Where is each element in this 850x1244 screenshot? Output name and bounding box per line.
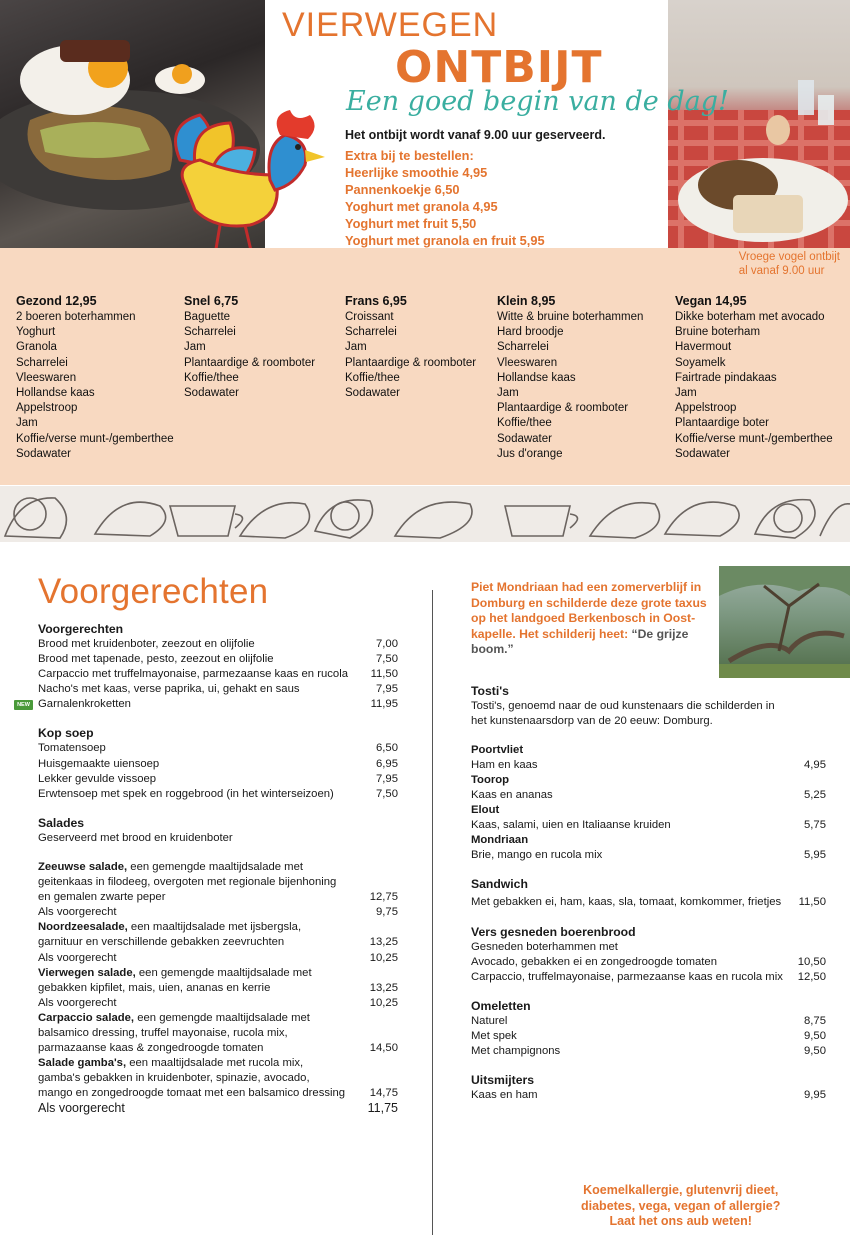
- mondriaan-text: Piet Mondriaan had een zomerverblijf in Domburg en schilderde deze grote taxus op het landgoed Berkenbosch in Oost-kapelle. Het schilderij heet:: [471, 580, 707, 641]
- salad-desc: een gemengde maaltijdsalade met: [134, 1011, 310, 1024]
- item-name: Carpaccio met truffelmayonaise, parmezaanse kaas en rucola: [38, 668, 348, 681]
- menu-row: [471, 1088, 826, 1103]
- item-price: 13,25: [369, 981, 398, 994]
- menu-item: Vleeswaren: [16, 371, 77, 384]
- starter-label: Als voorgerecht: [38, 906, 117, 919]
- allergy-line: Koemelkallergie, glutenvrij dieet,: [583, 1183, 779, 1197]
- salad-desc: een gemengde maaltijdsalade met: [127, 860, 304, 873]
- salad-name: Vierwegen salade,: [38, 966, 136, 979]
- allergy-line: diabetes, vega, vegan of allergie?: [581, 1198, 781, 1213]
- item-price: 5,75: [804, 819, 826, 832]
- menu-row: [38, 682, 398, 697]
- salad-line: [38, 920, 398, 935]
- salad-desc: een gemengde maaltijdsalade met: [135, 966, 312, 979]
- menu-item: Koffie/thee: [345, 371, 400, 384]
- item-name: Kaas en ham: [471, 1089, 538, 1102]
- early-bird-note: [739, 250, 840, 278]
- item-price: 7,50: [376, 787, 398, 800]
- brand-name: VIERWEGEN: [282, 6, 499, 44]
- section-title: Tosti's: [471, 683, 509, 698]
- menu-item: Sodawater: [497, 432, 552, 445]
- starters-heading: Voorgerechten: [38, 572, 269, 611]
- menu-item: Scharrelei: [184, 326, 236, 339]
- menu-item: Sodawater: [675, 447, 730, 460]
- item-price: 9,75: [376, 906, 398, 919]
- mondriaan-story: [471, 580, 711, 658]
- menu-row: [471, 970, 826, 985]
- extras-item: Pannenkoekje 6,50: [345, 182, 460, 197]
- salad-desc: mango en zongedroogde tomaat met een balsamico dressing: [38, 1087, 346, 1100]
- item-price: 13,25: [369, 936, 398, 949]
- menu-item: Hollandse kaas: [497, 371, 576, 384]
- breakfast-frans: [345, 294, 476, 401]
- item-name: Ham en kaas: [471, 758, 538, 771]
- menu-item: Sodawater: [184, 387, 239, 400]
- extras-item: Heerlijke smoothie 4,95: [345, 165, 488, 180]
- item-price: 7,00: [376, 638, 398, 650]
- early-bird-line: al vanaf 9.00 uur: [738, 265, 825, 277]
- item-name: Garnalenkroketten: [38, 698, 131, 711]
- menu-row: [471, 1029, 826, 1044]
- tostis-intro: Tosti's, genoemd naar de oud kunstenaars die schilderden in het kunstenaarsdorp van de 20 eeuw: Domburg.: [471, 699, 775, 727]
- item-price: 9,95: [804, 1089, 826, 1102]
- item-name: Lekker gevulde vissoep: [38, 772, 157, 785]
- menu-row: [38, 667, 398, 682]
- item-name: Huisgemaakte uiensoep: [38, 757, 160, 770]
- allergy-line: Laat het ons aub weten!: [609, 1214, 752, 1228]
- menu-row: [38, 905, 398, 920]
- extras-list: [345, 147, 545, 249]
- menu-item: Plantaardige & roomboter: [497, 402, 629, 415]
- menu-item: 2 boeren boterhammen: [16, 311, 136, 323]
- salad-name: Carpaccio salade,: [38, 1011, 135, 1024]
- item-name: Met gebakken ei, ham, kaas, sla, tomaat, komkommer, frietjes: [471, 896, 782, 909]
- early-bird-line: Vroege vogel ontbijt: [738, 251, 840, 263]
- item-price: 11,95: [370, 698, 398, 711]
- menu-row: [471, 848, 826, 863]
- menu-item: Soyamelk: [675, 356, 726, 369]
- breakfast-title: Klein 8,95: [497, 294, 556, 308]
- tosti-name: Toorop: [471, 773, 510, 786]
- salad-name: Noordzeesalade,: [38, 921, 128, 934]
- menu-item: Koffie/verse munt-/gemberthee: [16, 432, 174, 445]
- extras-item: Yoghurt met granola 4,95: [345, 199, 498, 214]
- salad-desc: en gemalen zwarte peper: [38, 891, 166, 904]
- menu-row: [38, 741, 398, 756]
- starter-label: Als voorgerecht: [38, 951, 117, 964]
- menu-item: Witte & bruine boterhammen: [497, 311, 644, 323]
- item-price: 4,95: [804, 758, 826, 771]
- menu-row: [38, 996, 398, 1011]
- item-price: 9,50: [804, 1045, 826, 1057]
- starter-label: Als voorgerecht: [38, 996, 117, 1009]
- menu-item: Jam: [345, 341, 367, 354]
- menu-row: [38, 1041, 398, 1056]
- item-price: 6,50: [376, 742, 398, 755]
- item-name: Kaas en ananas: [471, 788, 553, 801]
- menu-row: [38, 935, 398, 950]
- bread-intro: Gesneden boterhammen met: [471, 940, 618, 953]
- mondriaan-quote: “De grijze boom.”: [471, 626, 689, 656]
- salad-line: [38, 1056, 398, 1071]
- item-price: 14,75: [369, 1087, 398, 1100]
- page-title: ONTBIJT: [395, 42, 603, 93]
- menu-item: Plantaardige & roomboter: [345, 356, 477, 369]
- menu-row: [38, 1086, 398, 1101]
- menu-row: [38, 951, 398, 966]
- breakfast-menus: [0, 248, 850, 485]
- salad-desc: gebakken kipfilet, mais, uien, ananas en kerrie: [38, 981, 271, 994]
- item-name: Brie, mango en rucola mix: [471, 849, 603, 862]
- salad-line: [38, 860, 398, 875]
- section-title: Omeletten: [471, 998, 531, 1013]
- item-name: Tomatensoep: [38, 742, 106, 755]
- allergy-note: [581, 1183, 780, 1230]
- menu-item: Sodawater: [16, 447, 71, 460]
- item-name: Brood met tapenade, pesto, zeezout en olijfolie: [38, 653, 274, 666]
- item-price: 7,95: [376, 683, 398, 696]
- item-name: Met champignons: [471, 1045, 561, 1057]
- breakfast-title: Gezond 12,95: [16, 294, 97, 308]
- breakfast-title: Snel 6,75: [184, 294, 239, 308]
- tosti-name: Poortvliet: [471, 743, 524, 756]
- salad-desc: gamba's gebakken in kruidenboter, spinazie, avocado,: [38, 1072, 310, 1085]
- salad-desc: geitenkaas in filodeeg, overgoten met regionale bijenhoning: [38, 876, 337, 889]
- salad-desc: een maaltijdsalade met rucola mix,: [126, 1057, 304, 1070]
- salad-desc: een maaltijdsalade met ijsbergsla,: [127, 921, 302, 934]
- menu-row: [38, 637, 398, 652]
- section-title: Salades: [38, 815, 85, 830]
- menu-item: Scharrelei: [16, 356, 68, 369]
- menu-item: Koffie/verse munt-/gemberthee: [675, 432, 833, 445]
- salads-note: Geserveerd met brood en kruidenboter: [38, 831, 233, 844]
- menu-item: Jam: [16, 417, 38, 430]
- pastry-sketch-strip: [0, 486, 850, 542]
- menu-item: Jam: [497, 387, 519, 400]
- item-name: Naturel: [471, 1014, 508, 1027]
- item-price: 14,50: [369, 1042, 398, 1055]
- menu-item: Jus d'orange: [497, 447, 563, 460]
- item-name: Avocado, gebakken ei en zongedroogde tomaten: [471, 955, 717, 968]
- salad-name: Zeeuwse salade,: [38, 860, 128, 873]
- menu-item: Sodawater: [345, 387, 400, 400]
- salad-line: [38, 1011, 398, 1026]
- new-badge: NEW: [14, 700, 33, 710]
- breakfast-gezond: [16, 294, 174, 462]
- extras-item: Yoghurt met granola en fruit 5,95: [345, 233, 545, 248]
- section-title: Voorgerechten: [38, 622, 124, 636]
- column-divider: [432, 590, 433, 1235]
- salad-desc: garnituur en verschillende gebakken zeevruchten: [38, 936, 285, 949]
- item-name: Brood met kruidenboter, zeezout en olijfolie: [38, 638, 255, 650]
- menu-row: [38, 652, 398, 667]
- breakfast-vegan: [675, 294, 833, 462]
- menu-item: Granola: [16, 341, 57, 354]
- tosti-name: Elout: [471, 804, 500, 817]
- item-price: 11,50: [798, 896, 826, 909]
- item-price: 12,75: [369, 891, 398, 904]
- item-name: Kaas, salami, uien en Italiaanse kruiden: [471, 819, 671, 832]
- item-price: 6,95: [376, 757, 398, 770]
- menu-row: [471, 758, 826, 773]
- menu-item: Baguette: [184, 311, 231, 323]
- menu-item: Scharrelei: [497, 341, 549, 354]
- menu-item: Plantaardige boter: [675, 417, 769, 430]
- menu-row: [38, 890, 398, 905]
- menu-item: Bruine boterham: [675, 326, 761, 339]
- salad-desc: balsamico dressing, truffel mayonaise, rucola mix,: [38, 1026, 288, 1039]
- starters-column: [17, 572, 398, 1117]
- served-note: Het ontbijt wordt vanaf 9.00 uur geserveerd.: [345, 128, 606, 142]
- menu-item: Yoghurt: [16, 326, 56, 339]
- item-price: 11,50: [370, 668, 398, 681]
- menu-item: Vleeswaren: [497, 356, 558, 369]
- tosti-name: Mondriaan: [471, 834, 529, 847]
- salad-desc: parmazaanse kaas & zongedroogde tomaten: [38, 1042, 264, 1055]
- breakfast-title: Frans 6,95: [345, 294, 407, 308]
- breakfast-title: Vegan 14,95: [675, 294, 747, 308]
- menu-row: [471, 1014, 826, 1029]
- salad-name: Salade gamba's,: [38, 1057, 127, 1070]
- menu-item: Croissant: [345, 311, 394, 323]
- breakfast-snel: [184, 294, 315, 401]
- breakfast-table-photo: [668, 0, 850, 248]
- menu-item: Appelstroop: [16, 402, 78, 415]
- item-name: Nacho's met kaas, verse paprika, ui, gehakt en saus: [38, 683, 300, 696]
- section-title: Uitsmijters: [471, 1073, 534, 1088]
- starter-label: Als voorgerecht: [38, 1101, 125, 1116]
- item-price: 12,50: [797, 970, 826, 983]
- item-price: 11,75: [367, 1101, 398, 1116]
- item-name: Carpaccio, truffelmayonaise, parmezaanse kaas en rucola mix: [471, 970, 783, 983]
- menu-row: [38, 787, 398, 802]
- item-price: 10,50: [797, 955, 826, 968]
- menu-item: Jam: [675, 387, 697, 400]
- item-price: 5,95: [804, 849, 826, 862]
- menu-item: Plantaardige & roomboter: [184, 356, 316, 369]
- lunch-column: [471, 580, 826, 1103]
- menu-item: Appelstroop: [675, 402, 737, 415]
- menu-item: Havermout: [675, 341, 732, 354]
- section-title: Kop soep: [38, 726, 94, 741]
- menu-item: Koffie/thee: [497, 417, 552, 430]
- item-price: 5,25: [804, 788, 826, 801]
- extras-item: Yoghurt met fruit 5,50: [345, 216, 477, 231]
- item-price: 8,75: [804, 1014, 826, 1027]
- menu-row: [38, 757, 398, 772]
- menu-row: [471, 1044, 826, 1059]
- item-price: 10,25: [369, 996, 398, 1009]
- menu-row: [38, 1101, 398, 1116]
- extras-title: Extra bij te bestellen:: [345, 148, 474, 163]
- menu-item: Koffie/thee: [184, 371, 239, 384]
- menu-item: Dikke boterham met avocado: [675, 311, 825, 323]
- menu-item: Hard broodje: [497, 326, 564, 339]
- section-title: Sandwich: [471, 877, 528, 892]
- menu-row: [471, 895, 826, 910]
- item-name: Met spek: [471, 1029, 517, 1042]
- menu-item: Fairtrade pindakaas: [675, 371, 777, 384]
- menu-item: Jam: [184, 341, 206, 354]
- item-price: 7,95: [376, 772, 398, 785]
- menu-row: [38, 981, 398, 996]
- breakfast-klein: [497, 294, 643, 462]
- menu-row: [38, 772, 398, 787]
- salad-line: [38, 966, 398, 981]
- menu-row: [471, 788, 826, 803]
- item-name: Erwtensoep met spek en roggebrood (in het winterseizoen): [38, 787, 334, 800]
- item-price: 10,25: [369, 951, 398, 964]
- item-price: 9,50: [804, 1029, 826, 1042]
- breakfast-header: [0, 0, 850, 248]
- menu-item: Hollandse kaas: [16, 387, 95, 400]
- slogan: Een goed begin van de dag!: [346, 86, 729, 117]
- menu-item: Scharrelei: [345, 326, 397, 339]
- menu-row: [17, 697, 398, 712]
- menu-row: [471, 955, 826, 970]
- section-title: Vers gesneden boerenbrood: [471, 924, 636, 939]
- menu-row: [471, 818, 826, 833]
- item-price: 7,50: [376, 653, 398, 666]
